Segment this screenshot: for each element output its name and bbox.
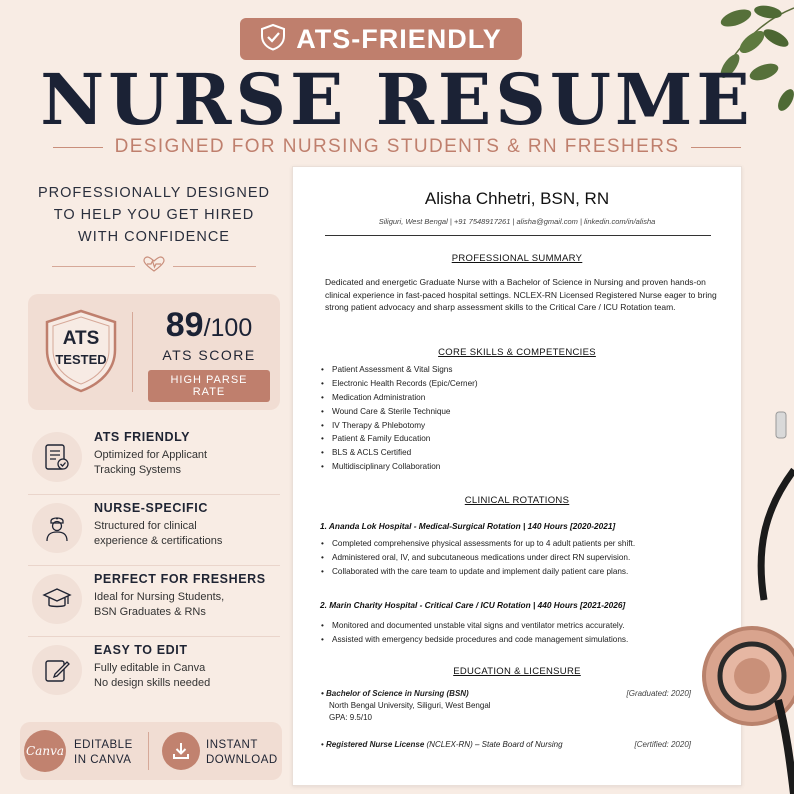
feature-desc-line: Fully editable in Canva (94, 662, 206, 674)
checklist-icon (32, 432, 82, 482)
resume-rule (325, 235, 711, 236)
divider (52, 266, 135, 267)
divider (132, 312, 133, 392)
graduation-cap-icon (32, 574, 82, 624)
feature-item (28, 424, 280, 495)
summary-text: Dedicated and energetic Graduate Nurse with a Bachelor of Science in Nursing and proven hands-on clinical experience in fast-paced hospital settings. NCLEX-RN Licensed Registered Nurse eager to bring strong patient advocacy and sharp assessment skills to the Critical Care / ICU Rotation team. (325, 277, 717, 312)
feature-desc-line: Optimized for Applicant (94, 449, 208, 461)
list-item: • Patient Assessment & Vital Signs (321, 365, 716, 379)
ats-friendly-badge (240, 18, 522, 60)
canva-logo: Canva (24, 730, 66, 772)
license-title: Registered Nurse License (326, 740, 425, 749)
shield-icon (44, 308, 118, 394)
nurse-icon (32, 503, 82, 553)
feature-desc-line: Tracking Systems (94, 464, 182, 476)
feature-desc (94, 519, 222, 549)
divider (148, 732, 149, 770)
summary-heading: PROFESSIONAL SUMMARY (451, 253, 583, 264)
list-item: • Monitored and documented unstable vital signs and ventilator metrics accurately. (321, 621, 716, 635)
editable-label (74, 738, 133, 768)
feature-item (28, 566, 280, 637)
list-item: • Completed comprehensive physical assessments for up to 4 adult patients per shift. (321, 539, 716, 553)
feature-desc-line: Ideal for Nursing Students, (94, 591, 225, 603)
license-detail: (NCLEX-RN) – State Board of Nursing (424, 740, 563, 749)
list-item: • Patient & Family Education (321, 434, 716, 448)
tagline (28, 182, 280, 248)
shield-label-bottom: TESTED (55, 352, 107, 367)
edit-icon (32, 645, 82, 695)
feature-desc-line: Structured for clinical (94, 520, 197, 532)
gpa: GPA: 9.5/10 (329, 713, 372, 722)
list-item: • Electronic Health Records (Epic/Cerner) (321, 379, 716, 393)
score-value: 89 (165, 306, 204, 344)
list-item: • Multidisciplinary Collaboration (321, 462, 716, 476)
subtitle-row (0, 136, 794, 158)
canva-download-card (20, 722, 282, 780)
feature-desc (94, 590, 224, 620)
list-item: • IV Therapy & Phlebotomy (321, 421, 716, 435)
feature-title: PERFECT FOR FRESHERS (94, 572, 266, 586)
list-item: • Medication Administration (321, 393, 716, 407)
education-entry (321, 689, 691, 722)
page-title: NURSE RESUME (40, 58, 754, 141)
divider (53, 147, 103, 148)
stethoscope-decoration (694, 400, 794, 794)
subtitle: DESIGNED FOR NURSING STUDENTS & RN FRESHERS (114, 136, 680, 157)
shield-check-icon (260, 23, 286, 56)
score-block (148, 306, 270, 402)
degree-text: Bachelor of Science in Nursing (BSN) (326, 689, 469, 698)
skills-list (321, 365, 716, 476)
parse-rate-pill: HIGH PARSE RATE (148, 370, 270, 402)
feature-desc-line: No design skills needed (94, 677, 211, 689)
feature-title: ATS FRIENDLY (94, 430, 191, 444)
rotation-title: 1. Ananda Lok Hospital - Medical-Surgical Rotation | 140 Hours [2020-2021] (320, 521, 616, 531)
download-label (206, 738, 278, 768)
feature-desc (94, 448, 207, 478)
feature-title: NURSE-SPECIFIC (94, 501, 208, 515)
license-entry: • Registered Nurse License (NCLEX-RN) – State Board of Nursing [Certified: 2020] (321, 740, 691, 749)
feature-title: EASY TO EDIT (94, 643, 188, 657)
resume-name: Alisha Chhetri, BSN, RN (424, 189, 610, 208)
tagline-block (28, 182, 280, 277)
score-max: /100 (203, 314, 253, 342)
ats-score-card (28, 294, 280, 410)
download-line: DOWNLOAD (206, 754, 278, 766)
heartbeat-icon (143, 256, 165, 277)
rotation-title: 2. Marin Charity Hospital - Critical Care / ICU Rotation | 440 Hours [2021-2026] (320, 600, 626, 610)
list-item: • Collaborated with the care team to update and implement daily patient care plans. (321, 567, 716, 581)
badge-label: ATS-FRIENDLY (296, 23, 502, 54)
download-line: INSTANT (206, 739, 258, 751)
editable-line: IN CANVA (74, 754, 132, 766)
resume-contact: Siliguri, West Bengal | +91 7548917261 | alisha@gmail.com | linkedin.com/in/alisha (378, 217, 656, 226)
feature-desc (94, 661, 210, 691)
ats-tested-shield (44, 308, 118, 394)
list-item: • Assisted with emergency bedside procedures and code management simulations. (321, 635, 716, 649)
heartbeat-divider (52, 256, 256, 277)
rotations-heading: CLINICAL ROTATIONS (464, 495, 570, 506)
tagline-line: TO HELP YOU GET HIRED (53, 207, 255, 223)
feature-item (28, 637, 280, 708)
tagline-line: PROFESSIONALLY DESIGNED (38, 185, 270, 201)
list-item: • BLS & ACLS Certified (321, 448, 716, 462)
school: North Bengal University, Siliguri, West Bengal (329, 701, 491, 710)
feature-desc-line: BSN Graduates & RNs (94, 606, 206, 618)
divider (173, 266, 256, 267)
score-label: ATS SCORE (162, 347, 256, 363)
degree-date: [Graduated: 2020] (626, 689, 691, 698)
editable-line: EDITABLE (74, 739, 133, 751)
shield-label-top: ATS (62, 328, 100, 349)
list-item: • Administered oral, IV, and subcutaneous medications under direct RN supervision. (321, 553, 716, 567)
degree: • Bachelor of Science in Nursing (BSN) (321, 689, 469, 698)
list-item: • Wound Care & Sterile Technique (321, 407, 716, 421)
rotation-points (321, 539, 716, 581)
rotation-points (321, 621, 716, 649)
divider (691, 147, 741, 148)
resume-preview (292, 166, 742, 786)
feature-desc-line: experience & certifications (94, 535, 223, 547)
feature-item (28, 495, 280, 566)
skills-heading: CORE SKILLS & COMPETENCIES (438, 347, 596, 358)
education-heading: EDUCATION & LICENSURE (453, 666, 581, 677)
license-date: [Certified: 2020] (634, 740, 691, 749)
feature-list (28, 424, 280, 708)
tagline-line: WITH CONFIDENCE (78, 229, 230, 245)
download-icon (162, 732, 200, 770)
